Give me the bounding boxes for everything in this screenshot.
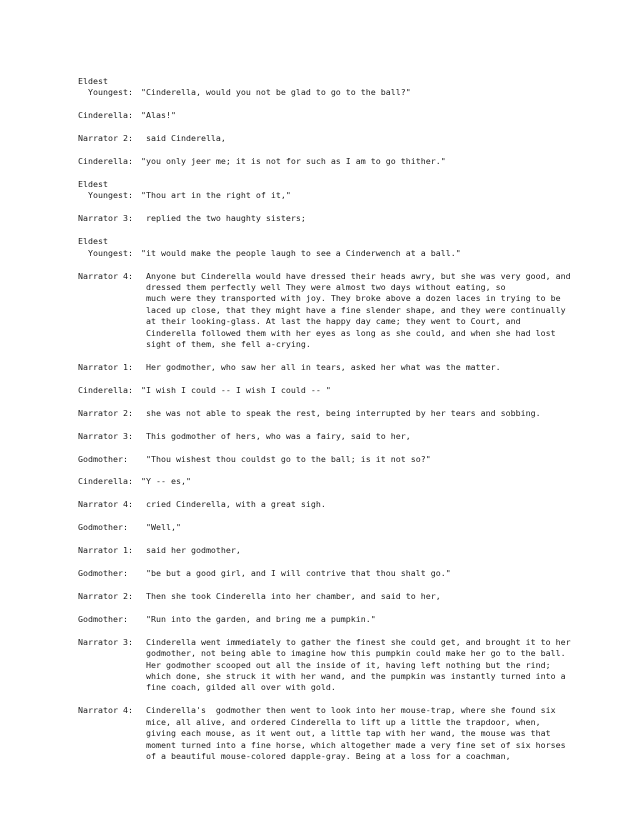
script-entry-18 (78, 568, 598, 579)
speech-text: "I wish I could -- I wish I could -- " (141, 384, 331, 395)
speech-text: replied the two haughty sisters; (141, 213, 306, 224)
speaker-label: Narrator 4: (78, 705, 133, 716)
speaker-label: Godmother: (78, 453, 128, 464)
speaker-label: Eldest Youngest: (78, 179, 133, 201)
script-entry-17 (78, 545, 598, 556)
speaker-label: Eldest Youngest: (78, 76, 133, 98)
speech-text: "Cinderella, would you not be glad to go to the ball?" (141, 87, 411, 98)
script-entry-20 (78, 614, 598, 625)
speech-text: she was not able to speak the rest, being interrupted by her tears and sobbing. (141, 407, 541, 418)
speaker-label: Godmother: (78, 522, 128, 533)
script-entry-4 (78, 156, 598, 167)
speech-text: cried Cinderella, with a great sigh. (141, 499, 326, 510)
speech-text: "Run into the garden, and bring me a pumpkin." (141, 613, 376, 624)
script-entry-14 (78, 476, 598, 487)
speech-text: "Alas!" (141, 110, 176, 121)
script-entry-21 (78, 637, 598, 694)
script-entry-9 (78, 362, 598, 373)
speaker-label: Narrator 1: (78, 361, 133, 372)
script-entry-1 (78, 76, 598, 99)
speaker-label: Narrator 4: (78, 499, 133, 510)
speech-text: Cinderella's godmother then went to look into her mouse-trap, where she found six mice, all alive, and ordered Cinderella to lift up a little the trapdoor, when, giving each mouse, as it went out, a little tap with her wand, the mouse was that moment turned into a fine horse, which altogether made a very fine set of six horses of a beautiful mouse-colored dapple-gray. Being at a loss for a coachman, (146, 705, 566, 761)
speech-text: This godmother of hers, who was a fairy, said to her, (141, 430, 411, 441)
speech-text: "Y -- es," (141, 476, 191, 487)
script-entry-15 (78, 499, 598, 510)
speech-text: "you only jeer me; it is not for such as I am to go thither." (141, 156, 446, 167)
script-entry-5 (78, 179, 598, 202)
speaker-label: Godmother: (78, 568, 128, 579)
speech-text: said Cinderella, (141, 133, 226, 144)
speaker-label: Cinderella: (78, 476, 133, 487)
script-entry-11 (78, 408, 598, 419)
speech-text: Then she took Cinderella into her chamber, and said to her, (141, 590, 441, 601)
speaker-label: Narrator 4: (78, 270, 133, 281)
speaker-label: Narrator 2: (78, 133, 133, 144)
speech-text: "Well," (141, 522, 181, 533)
speech-text: "it would make the people laugh to see a Cinderwench at a ball." (141, 247, 461, 258)
script-entry-16 (78, 522, 598, 533)
script-entry-8 (78, 271, 598, 351)
speaker-label: Cinderella: (78, 110, 133, 121)
speaker-label: Narrator 3: (78, 430, 133, 441)
speaker-label: Eldest Youngest: (78, 236, 133, 258)
speaker-label: Godmother: (78, 613, 128, 624)
script-entry-19 (78, 591, 598, 602)
speaker-label: Narrator 3: (78, 213, 133, 224)
script-entry-2 (78, 110, 598, 121)
speech-text: "Thou wishest thou couldst go to the ball; is it not so?" (141, 453, 431, 464)
speaker-label: Cinderella: (78, 384, 133, 395)
speaker-label: Cinderella: (78, 156, 133, 167)
speaker-label: Narrator 2: (78, 590, 133, 601)
script-entry-12 (78, 431, 598, 442)
speech-text: Her godmother, who saw her all in tears, asked her what was the matter. (141, 361, 501, 372)
script-entry-3 (78, 133, 598, 144)
script-entry-13 (78, 454, 598, 465)
script-entry-7 (78, 236, 598, 259)
speaker-label: Narrator 1: (78, 545, 133, 556)
speaker-label: Narrator 3: (78, 636, 133, 647)
script-entry-10 (78, 385, 598, 396)
speech-text: "Thou art in the right of it," (141, 190, 291, 201)
speech-text: Cinderella went immediately to gather the finest she could get, and brought it to her godmother, not being able to imagine how this pumpkin could make her go to the ball. Her godmother scooped out all the inside of it, having left nothing but the rind; which done, she struck it with her wand, and the pumpkin was instantly turned into a fine coach, gilded all over with gold. (146, 636, 571, 693)
script-entry-22 (78, 705, 598, 762)
script-entry-6 (78, 213, 598, 224)
speech-text: "be but a good girl, and I will contrive that thou shalt go." (141, 568, 451, 579)
speech-text: said her godmother, (141, 545, 241, 556)
speaker-label: Narrator 2: (78, 407, 133, 418)
speech-text: Anyone but Cinderella would have dressed their heads awry, but she was very good, and dressed them perfectly well They were almost two days without eating, so much were they transported with joy. They broke above a dozen laces in trying to be laced up close, that they might have a fine slender shape, and they were continually at their looking-glass. At last the happy day came; they went to Court, and Cinderella followed them with her eyes as long as she could, and when she had lost sight of them, she fell a-crying. (146, 270, 571, 349)
